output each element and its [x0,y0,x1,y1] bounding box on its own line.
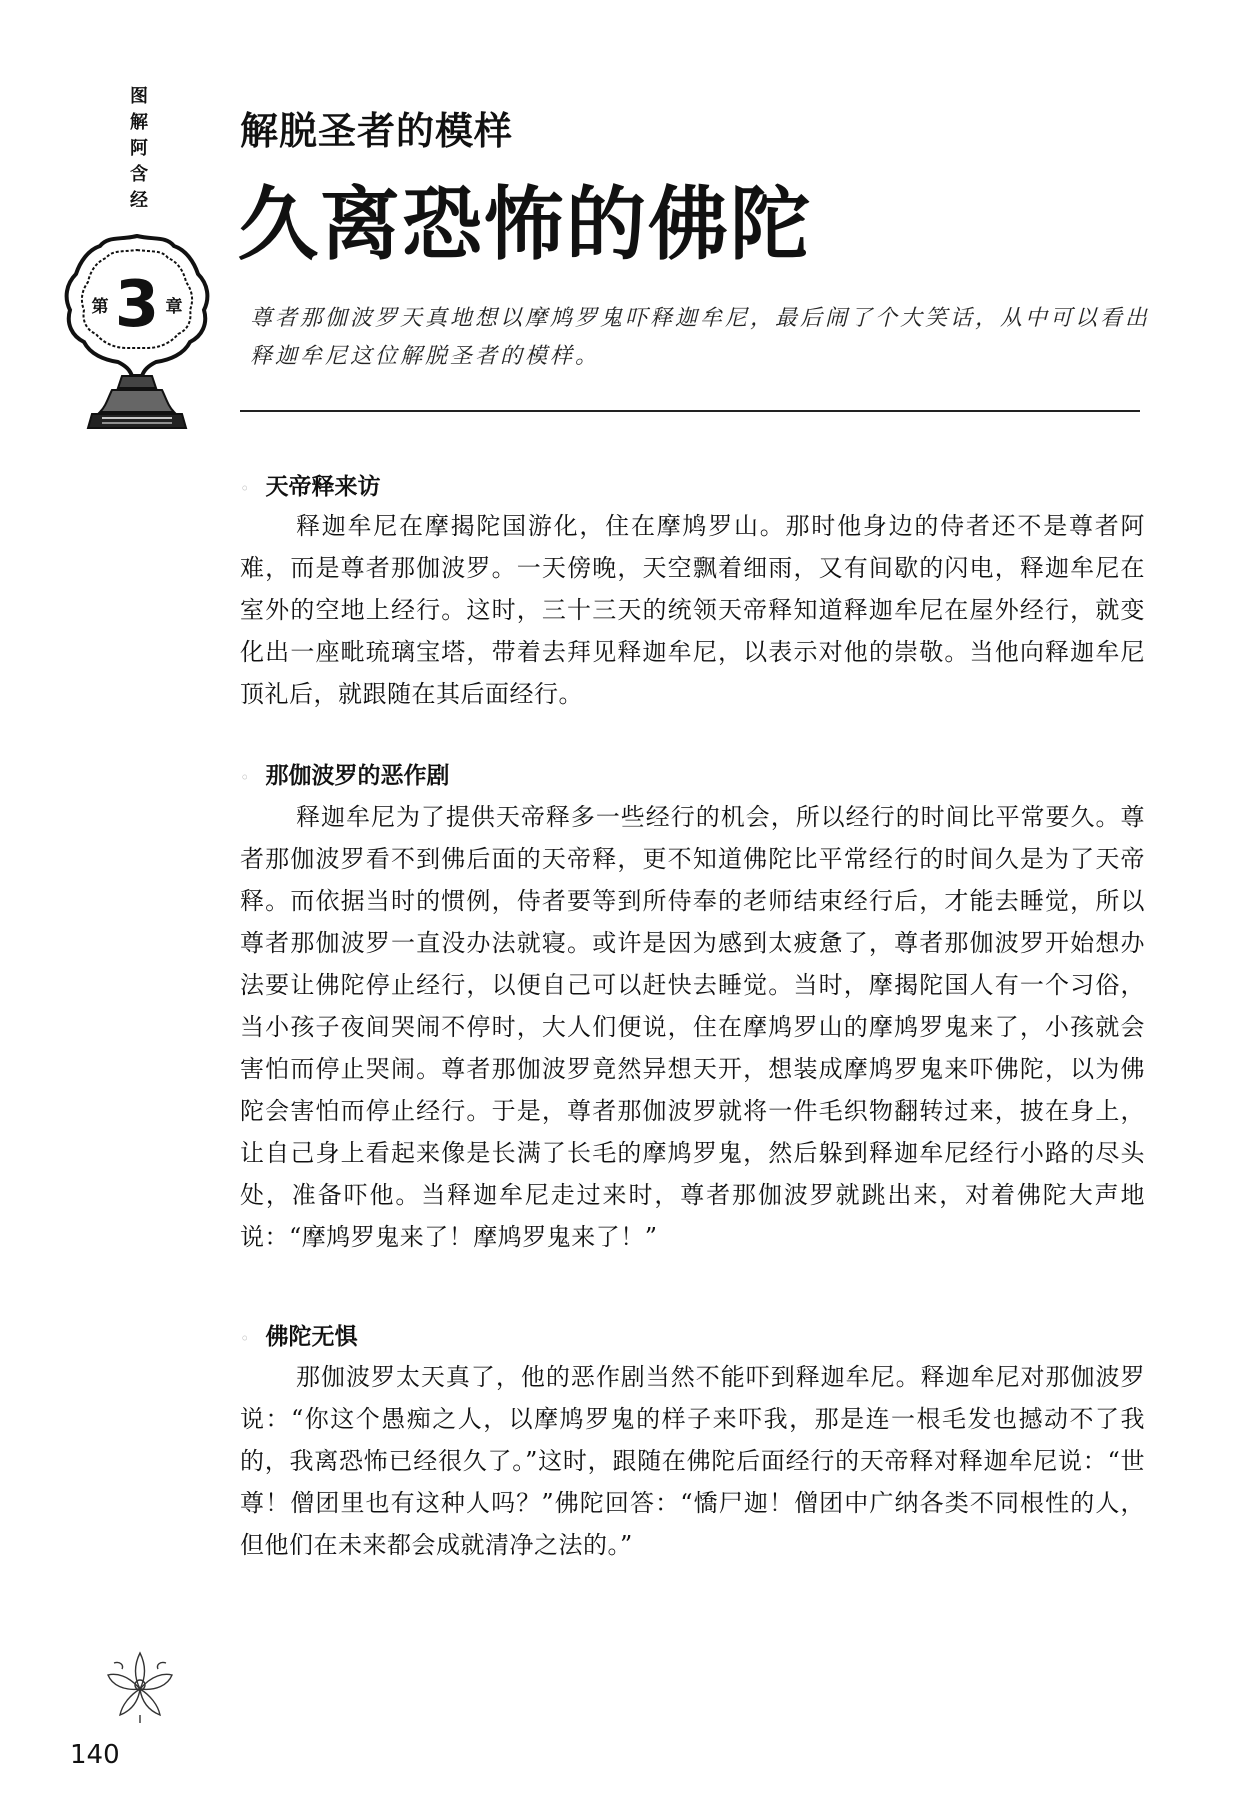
page-title: 久离恐怖的佛陀 [238,178,812,271]
section-paragraph-3: 那伽波罗太天真了，他的恶作剧当然不能吓到释迦牟尼。释迦牟尼对那伽波罗说：“你这个愚痴之人，以摩鸠罗鬼的样子来吓我，那是连一根毛发也撼动不了我的，我离恐怖已经很久了。”这时，跟随在佛陀后面经行的天帝释对释迦牟尼说：“世尊！僧团里也有这种人吗？”佛陀回答：“憍尸迦！僧团中广纳各类不同根性的人，但他们在未来都会成就清净之法的。” [240,1363,1145,1559]
intro-text: 尊者那伽波罗天真地想以摩鸠罗鬼吓释迦牟尼，最后闹了个大笑话，从中可以看出释迦牟尼这位解脱圣者的模样。 [250,306,1151,369]
bullet-mark-icon: ◦ [240,1329,250,1348]
section-paragraph-2: 释迦牟尼为了提供天帝释多一些经行的机会，所以经行的时间比平常要久。尊者那伽波罗看不到佛后面的天帝释，更不知道佛陀比平常经行的时间久是为了天帝释。而依据当时的惯例，侍者要等到所侍奉的老师结束经行后，才能去睡觉，所以尊者那伽波罗一直没办法就寝。或许是因为感到太疲惫了，尊者那伽波罗开始想办法要让佛陀停止经行，以便自己可以赶快去睡觉。当时，摩揭陀国人有一个习俗，当小孩子夜间哭闹不停时，大人们便说，住在摩鸠罗山的摩鸠罗鬼来了，小孩就会害怕而停止哭闹。尊者那伽波罗竟然异想天开，想装成摩鸠罗鬼来吓佛陀，以为佛陀会害怕而停止经行。于是，尊者那伽波罗就将一件毛织物翻转过来，披在身上，让自己身上看起来像是长满了长毛的摩鸠罗鬼，然后躲到释迦牟尼经行小路的尽头处，准备吓他。当释迦牟尼走过来时，尊者那伽波罗就跳出来，对着佛陀大声地说：“摩鸠罗鬼来了！摩鸠罗鬼来了！” [240,803,1145,1251]
section-heading-1: ◦ 天帝释来访 [240,474,381,500]
page-subtitle: 解脱圣者的模样 [240,108,514,153]
bullet-mark-icon: ◦ [240,479,250,498]
section-heading-3: ◦ 佛陀无惧 [240,1324,358,1350]
section-heading-2: ◦ 那伽波罗的恶作剧 [240,763,450,789]
lotus-flower-icon [100,1645,180,1723]
divider [240,410,1140,412]
page-number: 140 [70,1740,120,1770]
book-title-vertical: 图解阿含经 [130,86,148,211]
section-paragraph-1: 释迦牟尼在摩揭陀国游化，住在摩鸠罗山。那时他身边的侍者还不是尊者阿难，而是尊者那伽波罗。一天傍晚，天空飘着细雨，又有间歇的闪电，释迦牟尼在室外的空地上经行。这时，三十三天的统领天帝释知道释迦牟尼在屋外经行，就变化出一座毗琉璃宝塔，带着去拜见释迦牟尼，以表示对他的崇敬。当他向释迦牟尼顶礼后，就跟随在其后面经行。 [240,512,1145,708]
chapter-suffix: 章 [165,297,183,317]
bullet-mark-icon: ◦ [240,768,250,787]
chapter-badge [62,232,212,442]
chapter-number: 3 [114,268,160,342]
chapter-prefix: 第 [91,297,109,317]
